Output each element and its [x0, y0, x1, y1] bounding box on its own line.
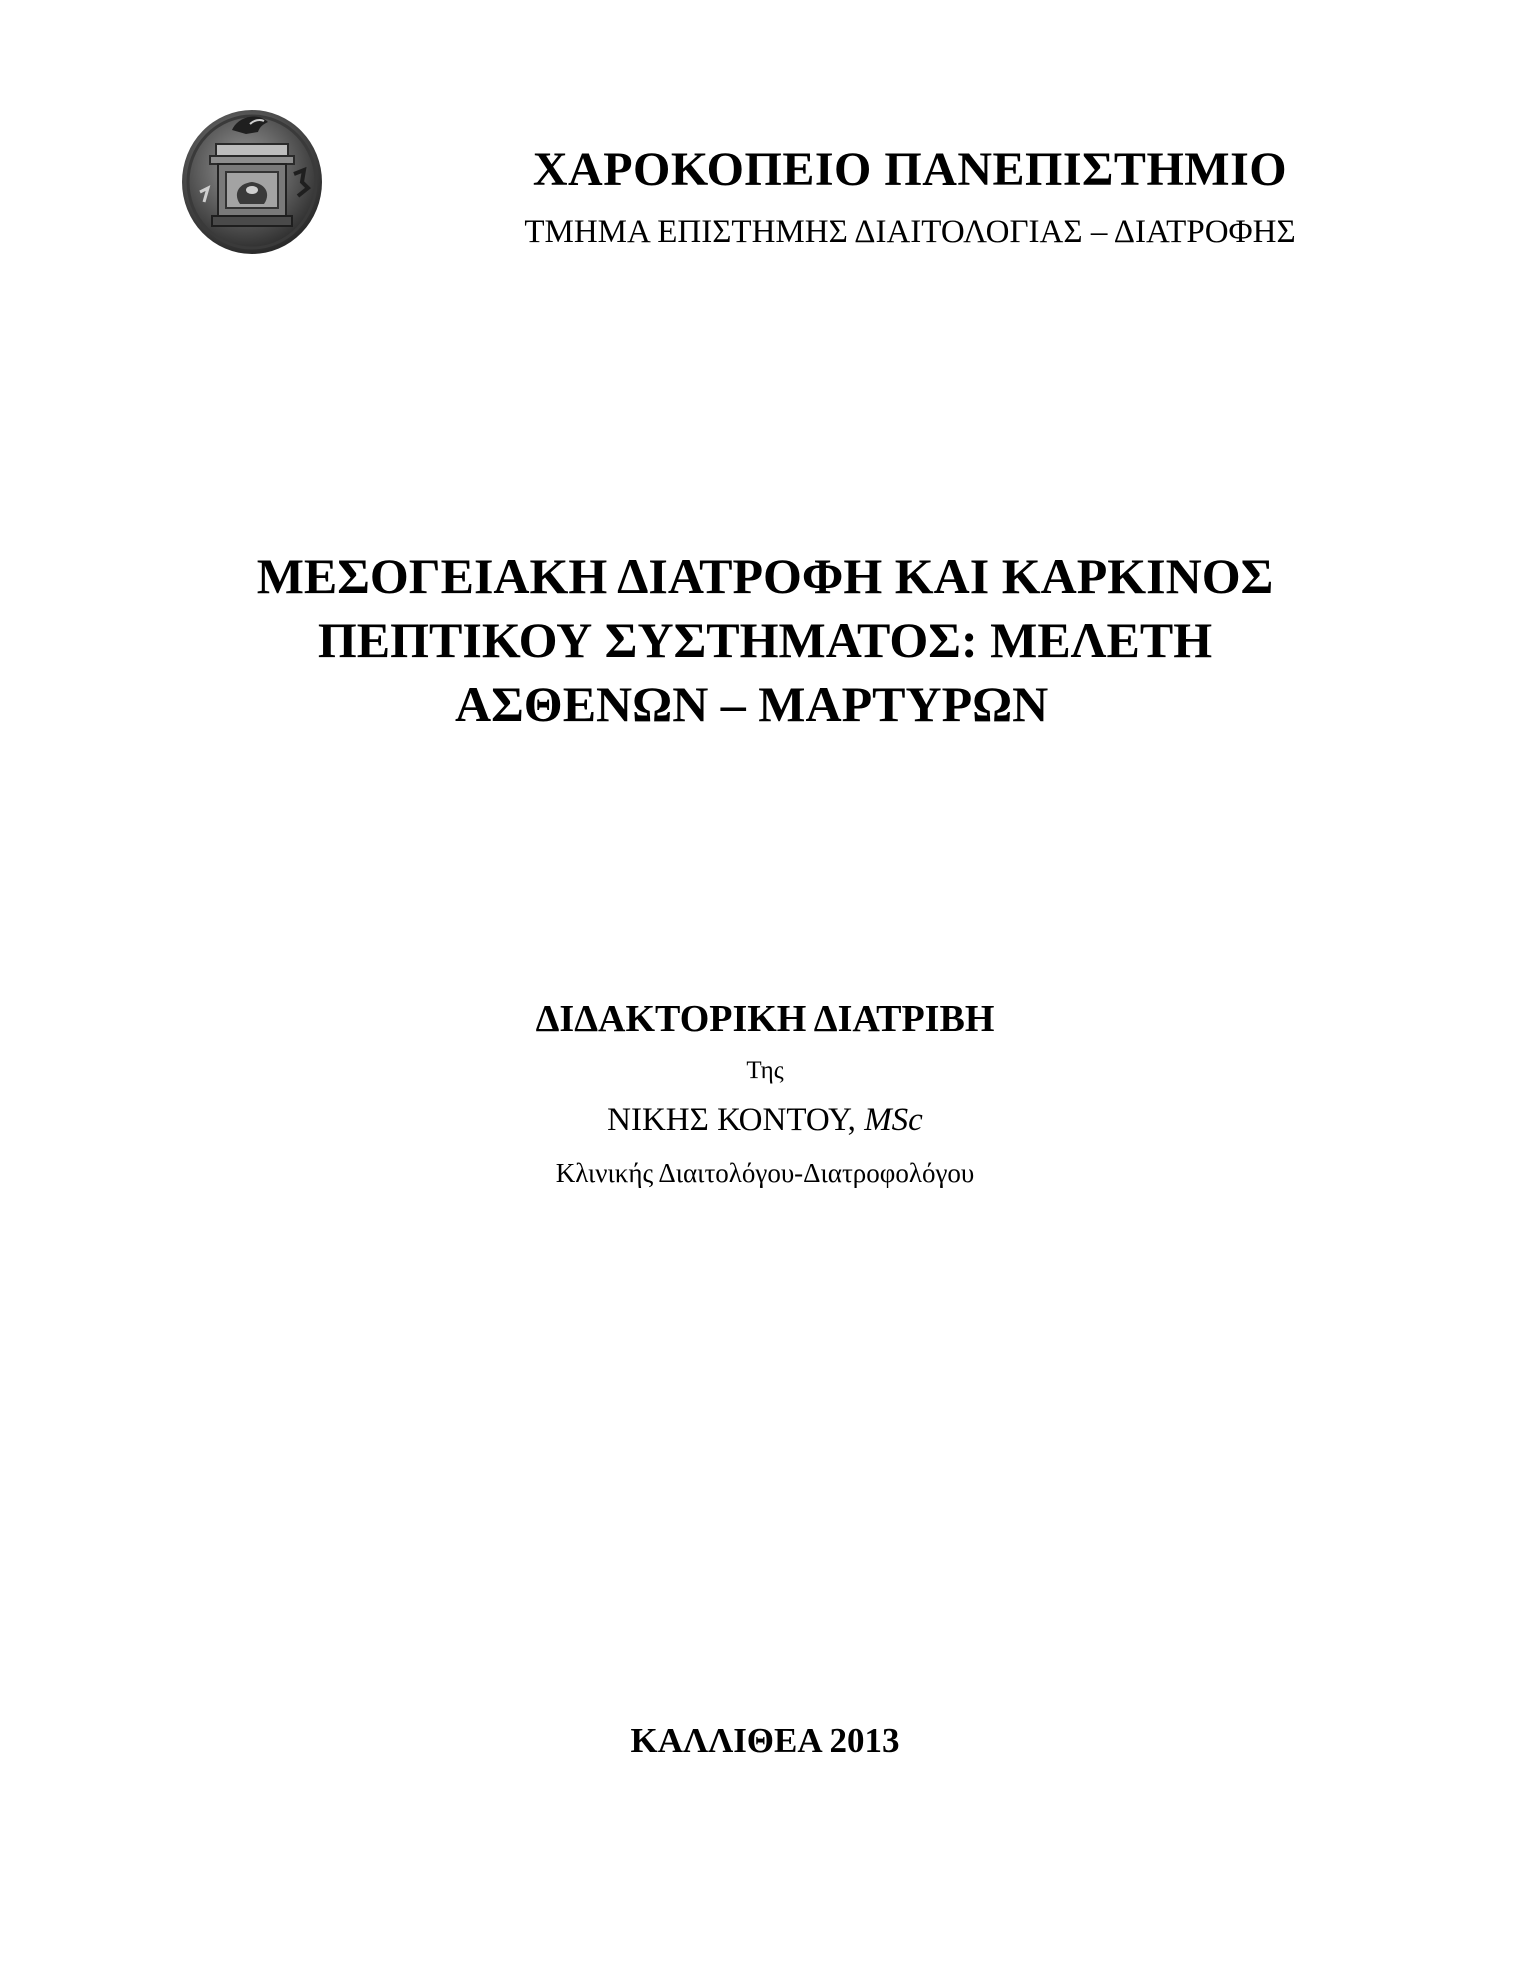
author-line	[0, 1100, 1530, 1140]
author-profession: Κλινικής Διαιτολόγου-Διατροφολόγου	[555, 1158, 975, 1188]
author-degree: MSc	[864, 1102, 923, 1138]
department-name: ΤΜΗΜΑ ΕΠΙΣΤΗΜΗΣ ΔΙΑΙΤΟΛΟΓΙΑΣ – ΔΙΑΤΡΟΦΗΣ	[524, 214, 1296, 250]
university-name: ΧΑΡΟΚΟΠΕΙΟ ΠΑΝΕΠΙΣΤΗΜΙΟ	[532, 143, 1288, 196]
author-name: ΝΙΚΗΣ ΚΟΝΤΟΥ,	[607, 1102, 856, 1138]
thesis-title	[150, 544, 1380, 736]
thesis-title-line-2: ΠΕΠΤΙΚΟΥ ΣΥΣΤΗΜΑΤΟΣ: ΜΕΛΕΤΗ	[317, 612, 1213, 668]
university-seal-coin-icon	[176, 104, 328, 256]
place-and-year: ΚΑΛΛΙΘΕΑ 2013	[630, 1721, 900, 1760]
by-label: Της	[746, 1057, 784, 1084]
thesis-title-line-3: ΑΣΘΕΝΩΝ – ΜΑΡΤΥΡΩΝ	[455, 676, 1049, 732]
thesis-title-line-1: ΜΕΣΟΓΕΙΑΚΗ ΔΙΑΤΡΟΦΗ ΚΑΙ ΚΑΡΚΙΝΟΣ	[256, 548, 1274, 604]
thesis-type: ΔΙΔΑΚΤΟΡΙΚΗ ΔΙΑΤΡΙΒΗ	[535, 998, 995, 1040]
